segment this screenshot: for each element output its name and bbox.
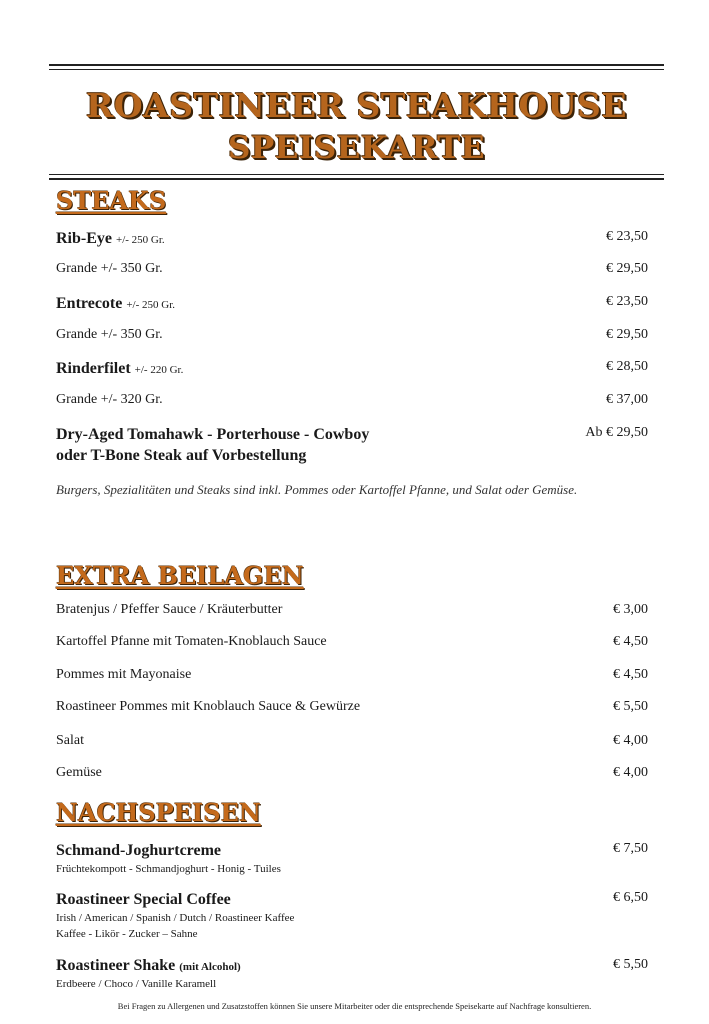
top-rule-thin	[49, 69, 664, 70]
menu-item: Schmand-Joghurtcreme	[56, 842, 222, 859]
menu-item: Bratenjus / Pfeffer Sauce / Kräuterbutter	[56, 602, 283, 617]
menu-price: € 28,50	[606, 359, 648, 374]
menu-price: € 5,50	[613, 699, 648, 714]
page-title: ROASTINEER STEAKHOUSE	[86, 86, 627, 125]
allergen-footer: Bei Fragen zu Allergenen und Zusatzstoffen können Sie unsere Mitarbeiter oder die entsprechende Speisekarte auf Nachfrage konsultieren.	[117, 1001, 592, 1011]
menu-item: Roastineer Special Coffee	[56, 891, 231, 908]
menu-price: € 23,50	[606, 229, 648, 244]
menu-item-description: Erdbeere / Choco / Vanille Karamell	[56, 978, 217, 990]
menu-item: Grande +/- 350 Gr.	[56, 261, 163, 276]
steaks-note: Burgers, Spezialitäten und Steaks sind inkl. Pommes oder Kartoffel Pfanne, und Salat oder Gemüse.	[56, 482, 578, 497]
menu-item: Roastineer Pommes mit Knoblauch Sauce & Gewürze	[56, 699, 361, 714]
menu-price: € 23,50	[606, 294, 648, 309]
menu-item: Roastineer Shake (mit Alcohol)	[56, 957, 241, 974]
menu-item: Gemüse	[56, 765, 102, 780]
menu-item-description: Irish / American / Spanish / Dutch / Roastineer Kaffee	[56, 912, 295, 924]
menu-price: € 4,50	[613, 634, 648, 649]
menu-price: € 6,50	[613, 890, 648, 905]
menu-price: Ab € 29,50	[585, 425, 648, 440]
menu-item: Grande +/- 320 Gr.	[56, 392, 163, 407]
menu-price: € 29,50	[606, 327, 648, 342]
menu-item: Grande +/- 350 Gr.	[56, 327, 163, 342]
menu-item-description: Früchtekompott - Schmandjoghurt - Honig - Tuiles	[56, 863, 281, 875]
page-subtitle: SPEISEKARTE	[228, 130, 485, 166]
menu-price: € 4,00	[613, 733, 648, 748]
section-heading-extras: EXTRA BEILAGEN	[56, 561, 304, 590]
menu-item: Rib-Eye +/- 250 Gr.	[56, 230, 165, 247]
menu-item: Salat	[56, 733, 84, 748]
menu-item: Kartoffel Pfanne mit Tomaten-Knoblauch Sauce	[56, 634, 327, 649]
section-heading-steaks: STEAKS	[56, 186, 167, 215]
section-heading-desserts: NACHSPEISEN	[56, 798, 261, 827]
menu-item-line2: oder T-Bone Steak auf Vorbestellung	[56, 447, 307, 464]
title-rule	[49, 178, 664, 180]
menu-price: € 29,50	[606, 261, 648, 276]
menu-item: Rinderfilet +/- 220 Gr.	[56, 360, 184, 377]
menu-price: € 3,00	[613, 602, 648, 617]
menu-price: € 7,50	[613, 841, 648, 856]
menu-item-description: Kaffee - Likör - Zucker – Sahne	[56, 928, 198, 940]
menu-price: € 37,00	[606, 392, 648, 407]
menu-item: Entrecote +/- 250 Gr.	[56, 295, 176, 312]
menu-price: € 4,00	[613, 765, 648, 780]
top-rule	[49, 64, 664, 66]
title-rule-thin	[49, 174, 664, 175]
menu-item: Pommes mit Mayonaise	[56, 667, 192, 682]
menu-item: Dry-Aged Tomahawk - Porterhouse - Cowboy	[56, 426, 370, 443]
menu-price: € 5,50	[613, 957, 648, 972]
menu-price: € 4,50	[613, 667, 648, 682]
